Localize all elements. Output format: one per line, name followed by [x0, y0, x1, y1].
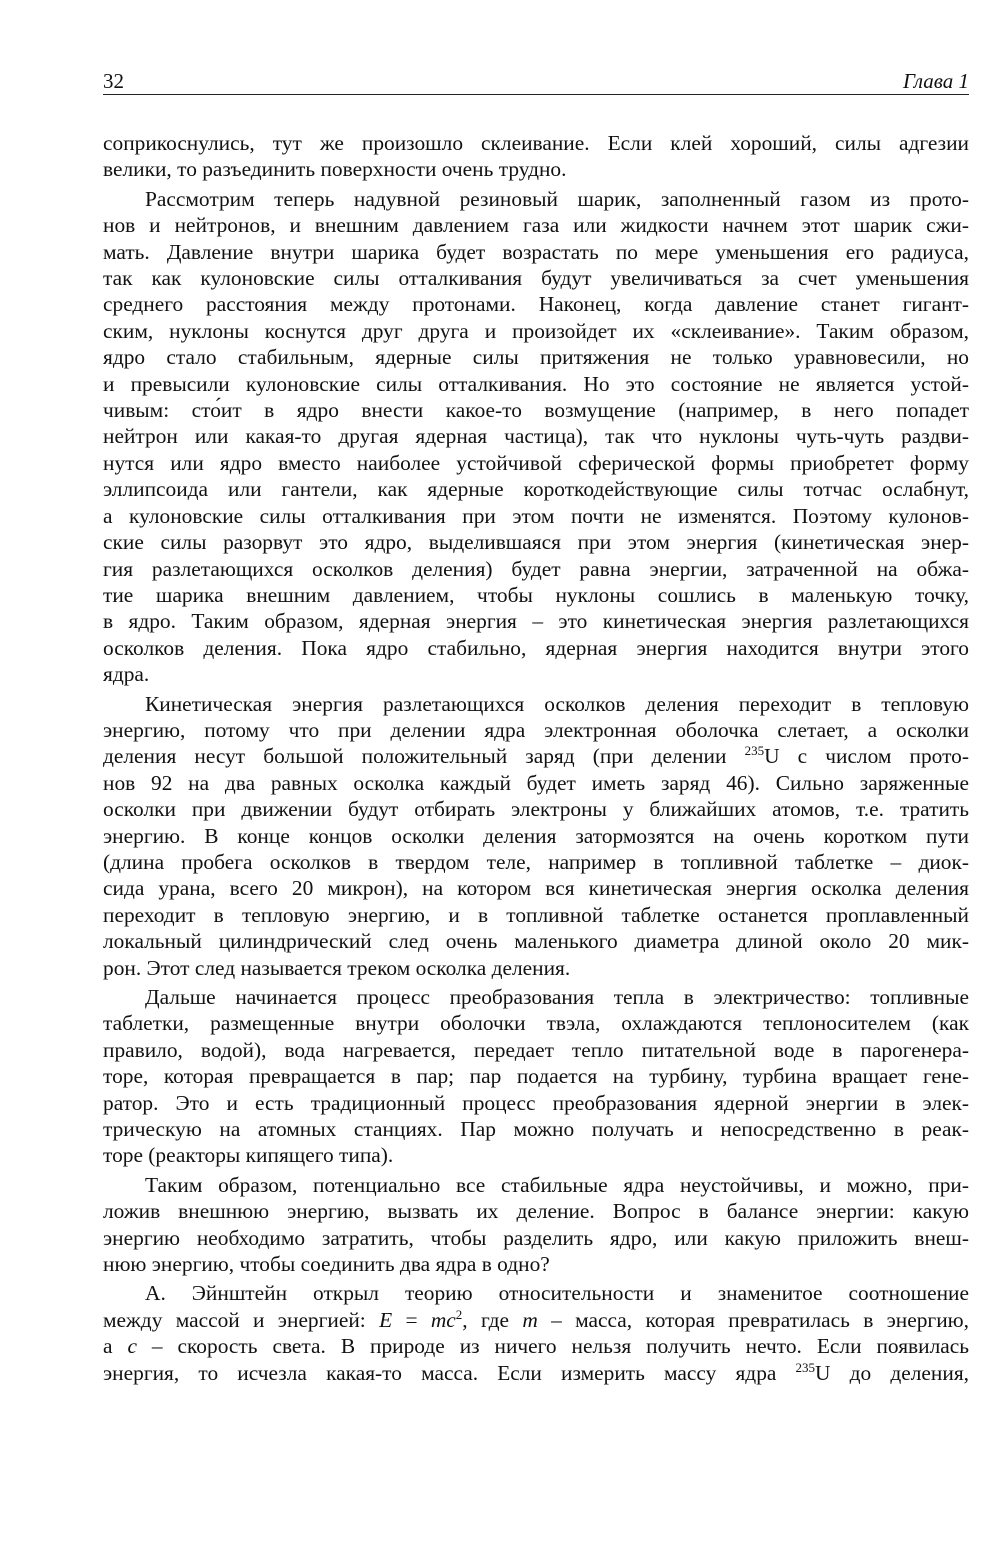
paragraph	[103, 1172, 969, 1278]
text-segment: , где	[462, 1307, 523, 1332]
mass-number: 235	[795, 1359, 816, 1375]
text-line: в ядро. Таким образом, ядерная энергия – это кинетическая энергия разлетающихся	[103, 609, 969, 634]
paragraph	[103, 1280, 969, 1386]
text-line: нов 92 на два равных осколка каждый будет иметь заряд 46). Сильно заряженные	[103, 770, 969, 795]
text-line: торе, которая превращается в пар; пар подается на турбину, турбина вращает гене-	[103, 1064, 969, 1089]
text-line: сида урана, всего 20 микрон), на котором вся кинетическая энергия осколка деления	[103, 876, 969, 901]
formula-var-c: c	[127, 1334, 137, 1359]
text-line: Дальше начинается процесс преобразования тепла в электричество: топливные	[145, 985, 969, 1009]
text-segment: до деления,	[830, 1360, 970, 1385]
text-line-isotope	[103, 743, 969, 769]
text-line: осколков деления. Пока ядро стабильно, ядерная энергия находится внутри этого	[103, 635, 969, 660]
text-line: переходит в тепловую энергию, и в топливной таблетке останется проплавленный	[103, 902, 969, 927]
text-line: локальный цилиндрический след очень маленького диаметра длиной около 20 мик-	[103, 929, 969, 954]
text-line: среднего расстояния между протонами. Наконец, когда давление станет гигант-	[103, 292, 969, 317]
text-line: энергию, потому что при делении ядра электронная оболочка слетает, а осколки	[103, 717, 969, 742]
text-segment: деления несут большой положительный заряд (при делении	[103, 744, 745, 769]
text-segment: между массой и энергией:	[103, 1307, 380, 1332]
text-line: Рассмотрим теперь надувной резиновый шарик, заполненный газом из прото-	[145, 186, 969, 211]
text-line: рон. Этот след называется треком осколка деления.	[103, 955, 571, 980]
chapter-title: Глава 1	[903, 69, 969, 93]
text-line: соприкоснулись, тут же произошло склеивание. Если клей хороший, силы адгезии	[103, 131, 969, 155]
text-segment: а	[103, 1334, 128, 1359]
text-line-formula	[103, 1307, 969, 1333]
element-symbol: U	[815, 1360, 831, 1385]
text-line: торе (реакторы кипящего типа).	[103, 1143, 394, 1168]
text-line: и превысили кулоновские силы отталкивания. Но это состояние не является устой-	[103, 371, 969, 396]
paragraph	[103, 691, 969, 981]
formula-var-mc: mc	[430, 1307, 456, 1332]
running-header	[103, 70, 969, 95]
text-line: (длина пробега осколков в твердом теле, например в топливной таблетке – диок-	[103, 849, 969, 874]
text-line: велики, то разъединить поверхности очень трудно.	[103, 157, 567, 182]
text-line: гия разлетающихся осколков деления) будет равна энергии, затраченной на обжа-	[103, 556, 969, 581]
text-line: чивым: сто́ит в ядро внести какое-то возмущение (например, в него попадет	[103, 398, 969, 423]
text-line: трическую на атомных станциях. Пар можно получать и непосредственно в реак-	[103, 1117, 969, 1142]
text-line: а кулоновские силы отталкивания при этом почти не изменятся. Поэтому кулонов-	[103, 503, 969, 528]
text-line: таблетки, размещенные внутри оболочки твэла, охлаждаются теплоносителем (как	[103, 1011, 969, 1036]
text-line: энергию необходимо затратить, чтобы разделить ядро, или какую приложить внеш-	[103, 1225, 969, 1250]
text-line: нов и нейтронов, и внешним давлением газа или жидкости начнем этот шарик сжи-	[103, 213, 969, 238]
text-line: ядра.	[103, 662, 150, 687]
text-line: ратор. Это и есть традиционный процесс преобразования ядерной энергии в элек-	[103, 1090, 969, 1115]
mass-number: 235	[744, 743, 765, 759]
text-line: нюю энергию, чтобы соединить два ядра в одно?	[103, 1252, 550, 1277]
formula-exponent: 2	[455, 1306, 463, 1322]
text-line: осколки при движении будут отбирать электроны у ближайших атомов, т.е. тратить	[103, 797, 969, 822]
page-number: 32	[103, 69, 124, 93]
formula-var-e: E	[379, 1307, 393, 1332]
text-line: Таким образом, потенциально все стабильные ядра неустойчивы, и можно, при-	[145, 1172, 969, 1197]
text-line: эллипсоида или гантели, как ядерные короткодействующие силы тотчас ослабнут,	[103, 477, 969, 502]
text-line: ложив внешнюю энергию, вызвать их деление. Вопрос в балансе энергии: какую	[103, 1199, 969, 1224]
paragraph	[103, 186, 969, 688]
text-segment: – масса, которая превратилась в энергию,	[537, 1307, 969, 1332]
text-line: энергию. В конце концов осколки деления затормозятся на очень коротком пути	[103, 823, 969, 848]
paragraph	[103, 130, 969, 183]
text-segment: – скорость света. В природе из ничего нельзя получить нечто. Если появилась	[136, 1334, 970, 1359]
text-line: ские силы разорвут это ядро, выделившаяся при этом энергия (кинетическая энер-	[103, 530, 969, 555]
text-line: А. Эйнштейн открыл теорию относительности и знаменитое соотношение	[145, 1281, 969, 1306]
text-segment: энергия, то исчезла какая-то масса. Если измерить массу ядра	[103, 1360, 796, 1385]
text-line: нутся или ядро вместо наиболее устойчивой сферической формы приобретет форму	[103, 450, 969, 475]
text-line: правило, водой), вода нагревается, передает тепло питательной воде в парогенера-	[103, 1037, 969, 1062]
element-symbol: U	[764, 744, 780, 769]
paragraph	[103, 984, 969, 1169]
text-line: тие шарика внешним давлением, чтобы нуклоны сошлись в маленькую точку,	[103, 582, 969, 607]
text-line-formula	[103, 1333, 969, 1359]
text-line: ядро стало стабильным, ядерные силы притяжения не только уравновесили, но	[103, 345, 969, 370]
formula-equals: =	[392, 1307, 431, 1332]
text-line: так как кулоновские силы отталкивания будут увеличиваться за счет уменьшения	[103, 266, 969, 291]
text-line: Кинетическая энергия разлетающихся осколков деления переходит в тепловую	[145, 691, 969, 716]
text-segment: с числом прото-	[779, 744, 969, 769]
text-line: ским, нуклоны коснутся друг друга и произойдет их «склеивание». Таким образом,	[103, 318, 969, 343]
text-line: нейтрон или какая-то другая ядерная частица), так что нуклоны чуть-чуть раздви-	[103, 424, 969, 449]
text-line: мать. Давление внутри шарика будет возрастать по мере уменьшения его радиуса,	[103, 239, 969, 264]
formula-var-m: m	[522, 1307, 538, 1332]
text-line-isotope	[103, 1360, 969, 1386]
body-text	[103, 130, 969, 1386]
